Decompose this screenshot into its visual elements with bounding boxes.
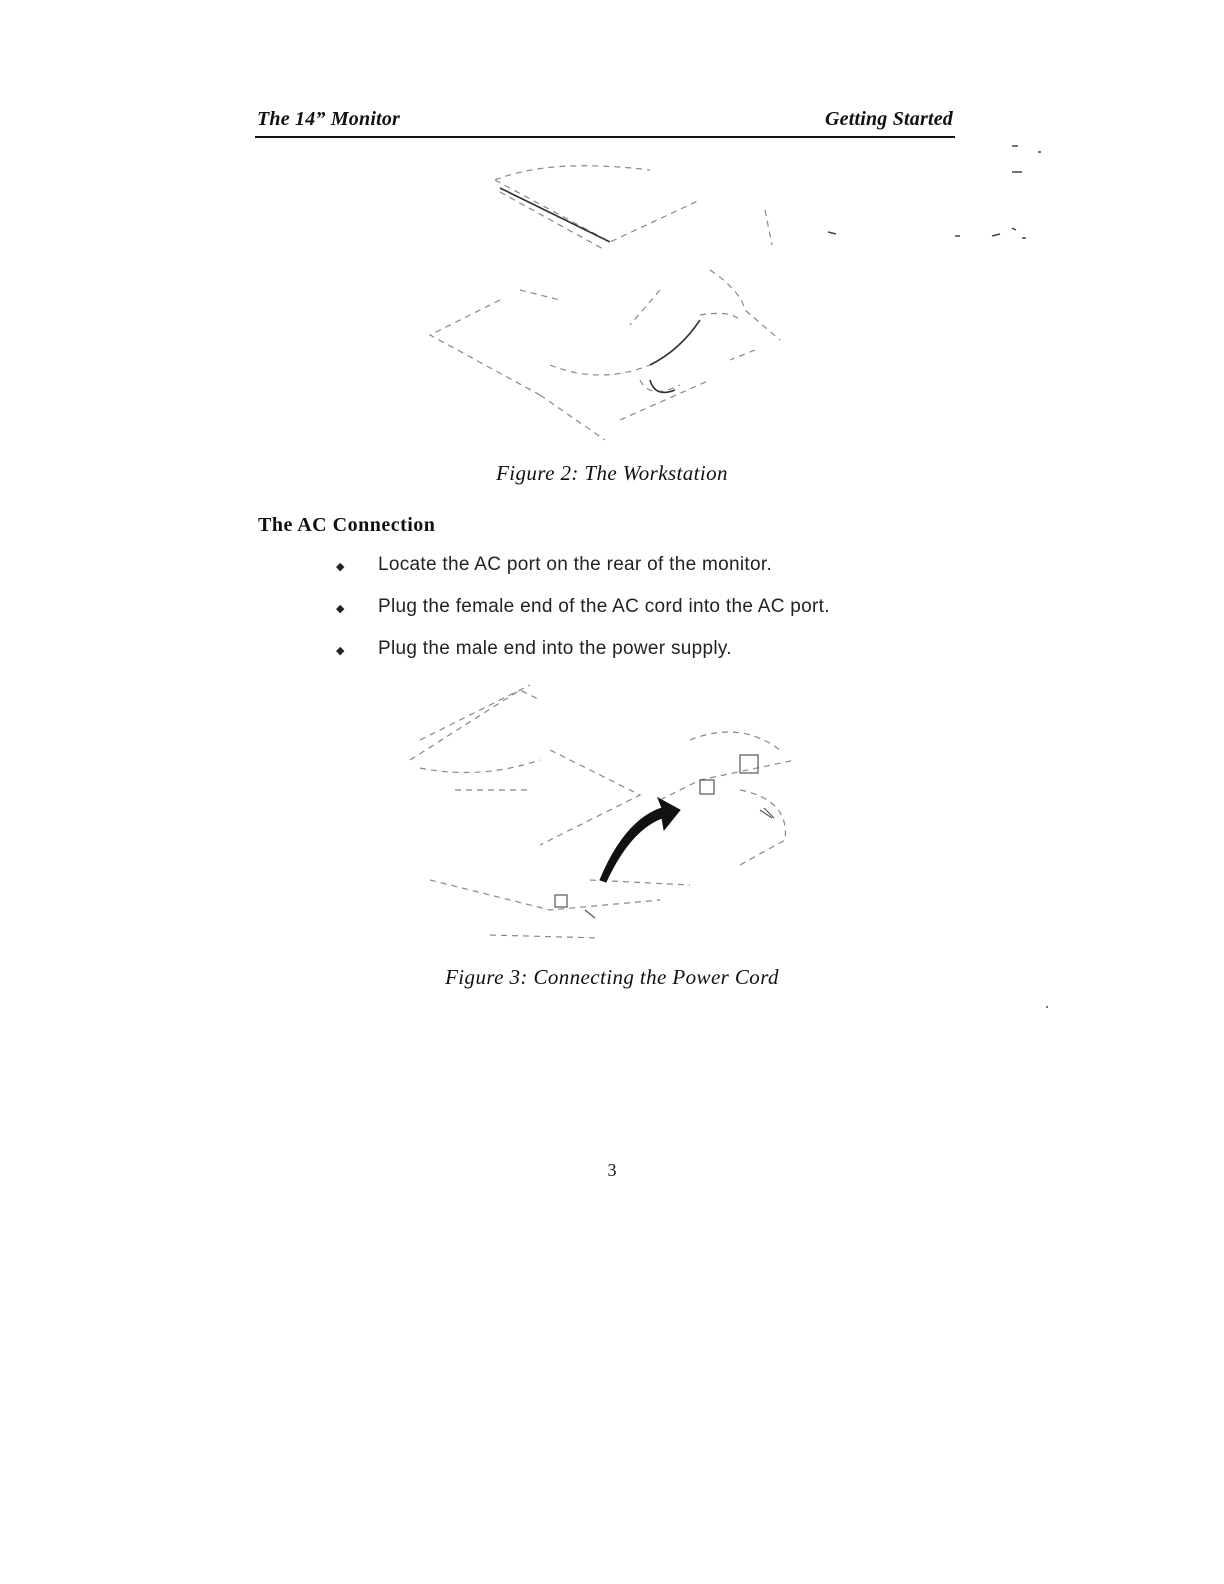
bullet-diamond-icon: ◆: [336, 645, 345, 657]
header-left-title: The 14” Monitor: [257, 108, 401, 130]
bullet-text: Plug the male end into the power supply.: [378, 638, 732, 659]
list-item: [336, 554, 956, 596]
bullet-diamond-icon: ◆: [336, 561, 345, 573]
list-item: [336, 638, 956, 680]
header-right-title: Getting Started: [824, 108, 953, 130]
bullet-diamond-icon: ◆: [336, 603, 345, 615]
bullet-text: Plug the female end of the AC cord into the AC port.: [378, 596, 830, 617]
figure-2-caption: Figure 2: The Workstation: [496, 461, 728, 485]
bullet-list: [336, 554, 956, 680]
power-cord-illustration-icon: [400, 680, 820, 950]
figure-3-caption: Figure 3: Connecting the Power Cord: [445, 965, 779, 989]
page-number: 3: [607, 1160, 617, 1180]
bullet-text: Locate the AC port on the rear of the monitor.: [378, 554, 773, 575]
section-heading: The AC Connection: [258, 514, 436, 536]
page-header: [255, 106, 955, 138]
list-item: [336, 596, 956, 638]
workstation-illustration-icon: [400, 150, 820, 450]
